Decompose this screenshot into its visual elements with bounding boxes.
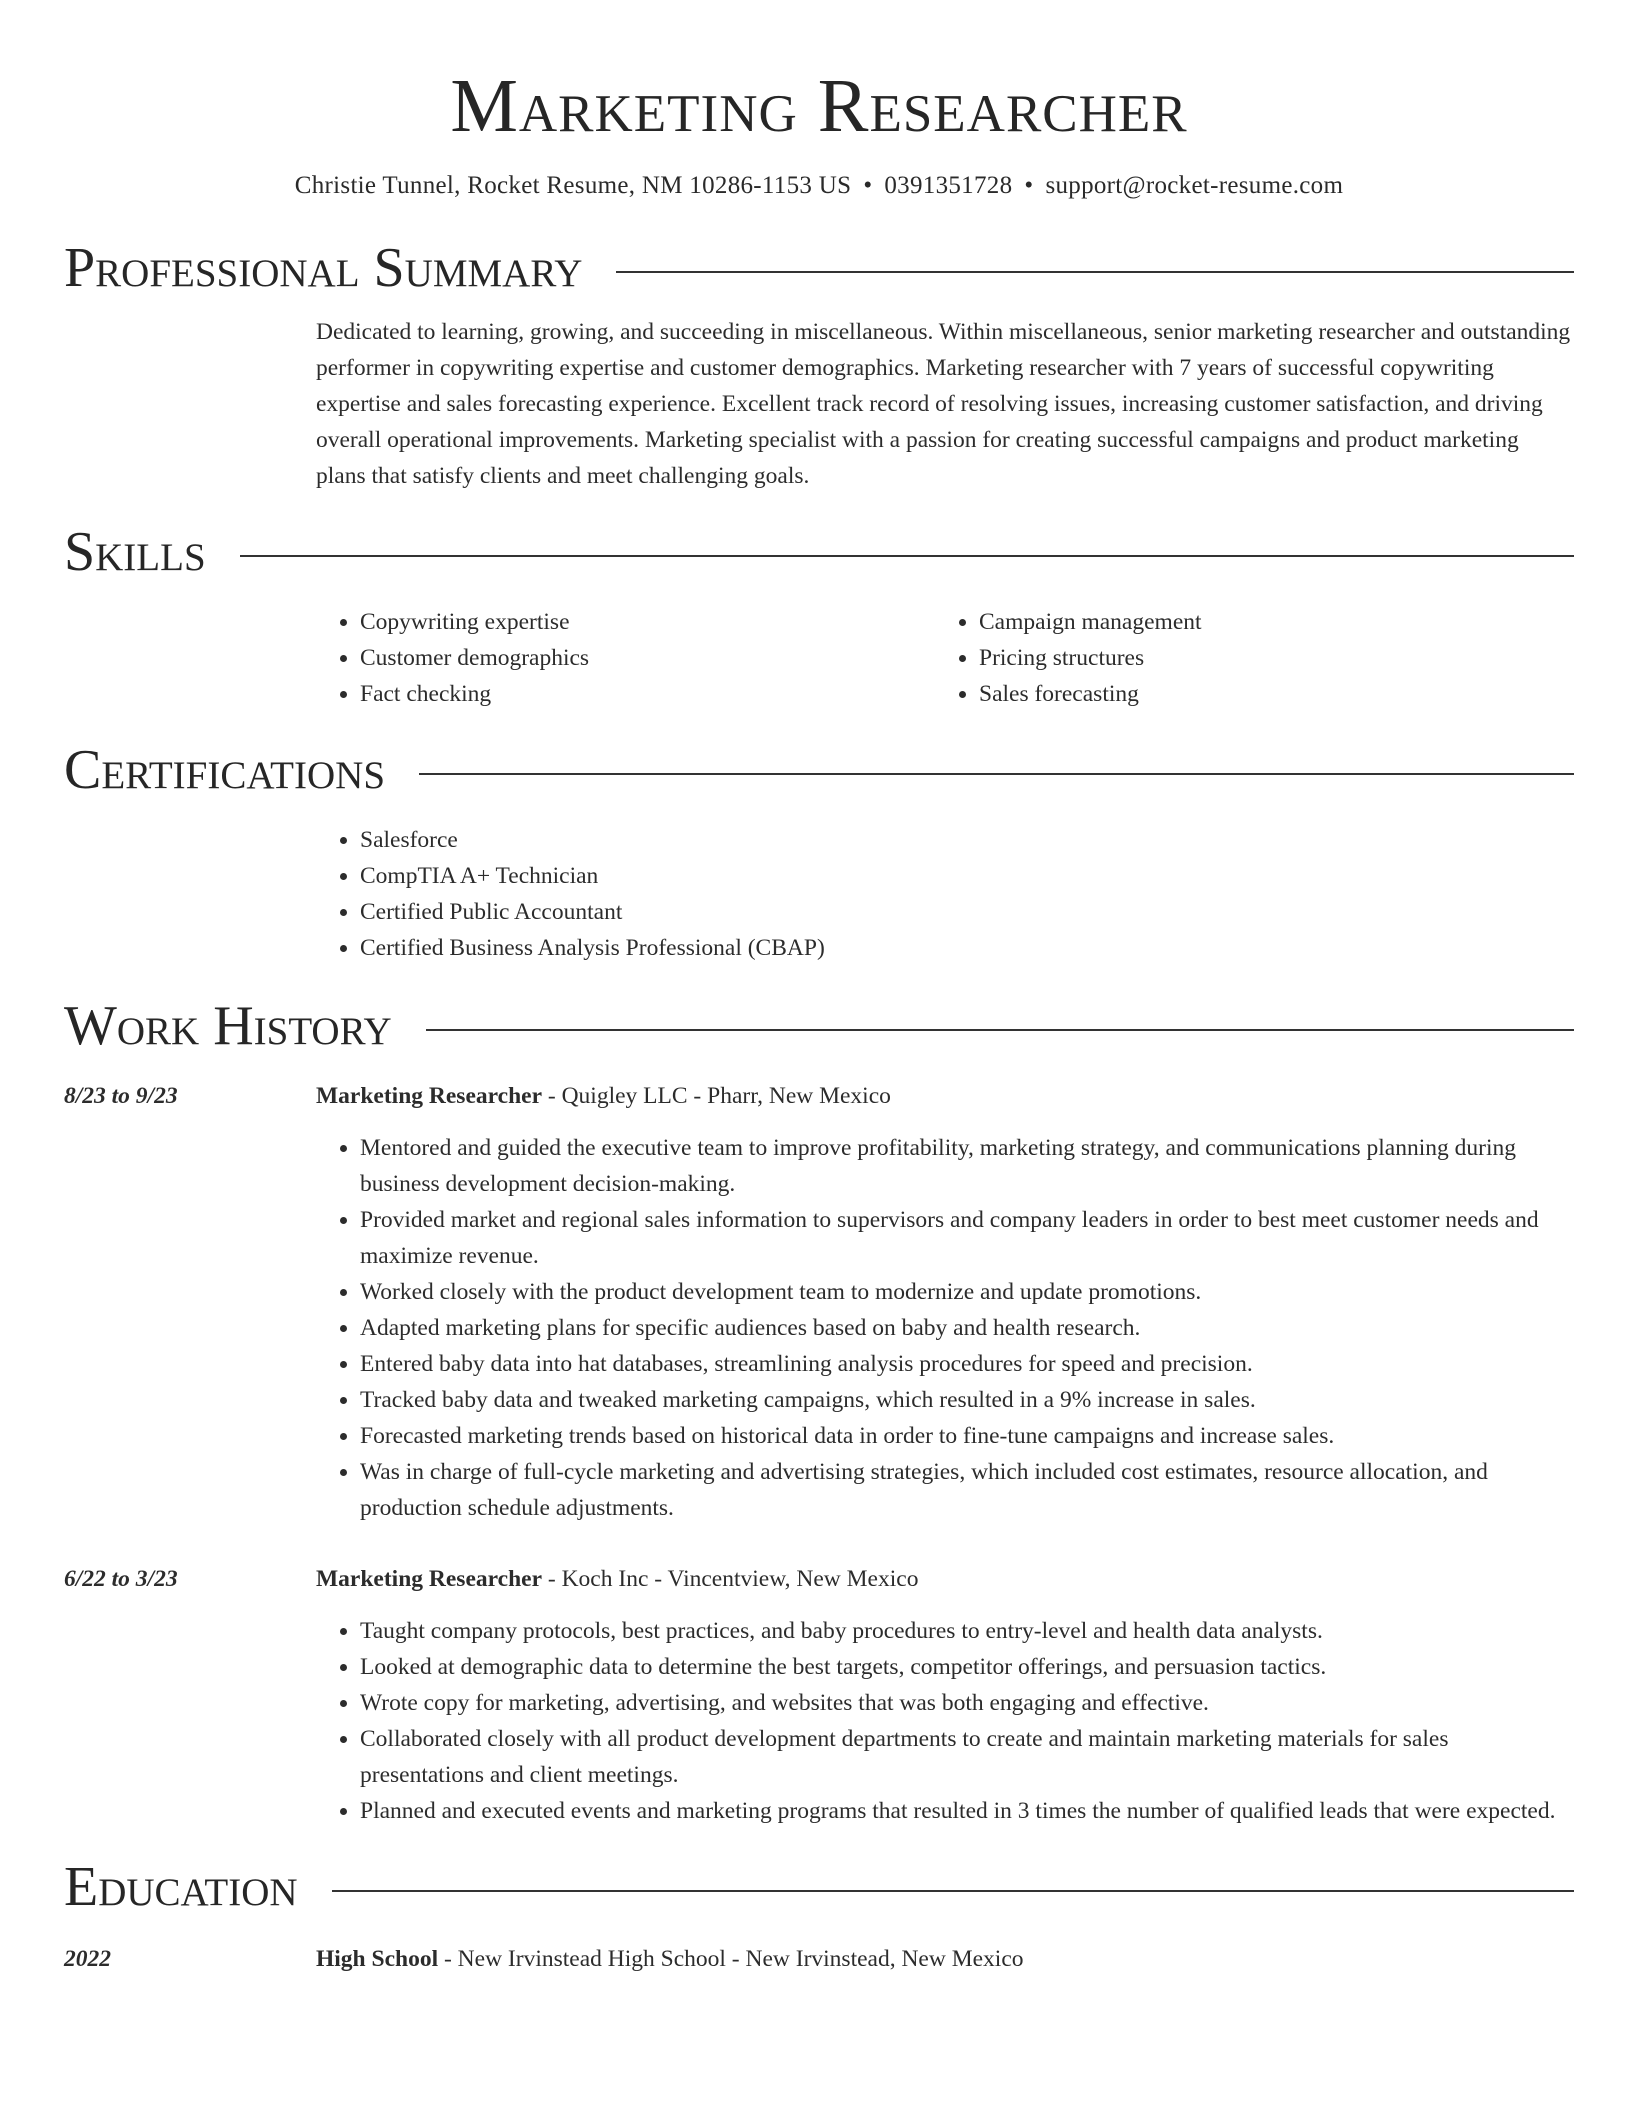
job-details <box>316 1561 1574 1829</box>
job-bullet: • Tracked baby data and tweaked marketing campaigns, which resulted in a 9% increase in sales. <box>360 1382 1574 1418</box>
contact-separator: • <box>863 172 873 199</box>
job-bullets <box>316 1613 1574 1829</box>
section-title-certifications: Certifications <box>64 739 386 801</box>
job-bullet: • Taught company protocols, best practices, and baby procedures to entry-level and health data analysts. <box>360 1613 1574 1649</box>
job-employer: - Koch Inc - Vincentview, New Mexico <box>542 1566 919 1592</box>
job-bullets <box>316 1130 1574 1526</box>
skills-column-right <box>935 604 1554 712</box>
section-title-skills: Skills <box>64 521 206 583</box>
education-section-header <box>64 1857 1574 1917</box>
job-bullet: • Looked at demographic data to determine the best targets, competitor offerings, and persuasion tactics. <box>360 1649 1574 1685</box>
skill-item: • Copywriting expertise <box>360 604 935 640</box>
summary-body <box>316 314 1574 494</box>
job-bullet: • Collaborated closely with all product development departments to create and maintain marketing materials for sales presentations and client meetings. <box>360 1721 1574 1793</box>
contact-line <box>64 172 1574 200</box>
contact-address: Christie Tunnel, Rocket Resume, NM 10286-1153 US <box>294 172 852 199</box>
job-dates: 6/22 to 3/23 <box>64 1566 178 1592</box>
contact-separator: • <box>1024 172 1034 199</box>
job-bullet: • Forecasted marketing trends based on historical data in order to fine-tune campaigns and increase sales. <box>360 1418 1574 1454</box>
certification-item: • Salesforce <box>360 822 1574 858</box>
job-details <box>316 1078 1574 1526</box>
education-dates: 2022 <box>64 1946 111 1972</box>
section-divider <box>240 555 1574 557</box>
section-divider <box>426 1029 1574 1031</box>
section-title-summary: Professional Summary <box>64 237 583 299</box>
section-title-work-history: Work History <box>64 995 392 1057</box>
certifications-list <box>316 822 1574 966</box>
skill-item: • Sales forecasting <box>979 676 1554 712</box>
education-degree: High School <box>316 1946 439 1972</box>
job-heading <box>316 1078 1574 1114</box>
summary-text: Dedicated to learning, growing, and succeeding in miscellaneous. Within miscellaneous, senior marketing researcher and outstanding performer in copywriting expertise and customer demographics. Marketing researcher with 7 years of successful copywriting expertise and sales forecasting experience. Excellent track record of resolving issues, increasing customer satisfaction, and driving overall operational improvements. Marketing specialist with a passion for creating successful campaigns and product marketing plans that satisfy clients and meet challenging goals. <box>316 319 1571 489</box>
skill-item: • Fact checking <box>360 676 935 712</box>
section-title-education: Education <box>64 1856 298 1918</box>
skills-list <box>316 604 1574 712</box>
job-bullet: • Was in charge of full-cycle marketing and advertising strategies, which included cost estimates, resource allocation, and production schedule adjustments. <box>360 1454 1574 1526</box>
job-bullet: • Adapted marketing plans for specific audiences based on baby and health research. <box>360 1310 1574 1346</box>
job-dates: 8/23 to 9/23 <box>64 1083 178 1109</box>
education-school: - New Irvinstead High School - New Irvinstead, New Mexico <box>438 1946 1024 1972</box>
contact-email: support@rocket-resume.com <box>1045 172 1344 199</box>
job-employer: - Quigley LLC - Pharr, New Mexico <box>542 1083 891 1109</box>
job-bullet: • Provided market and regional sales information to supervisors and company leaders in order to best meet customer needs and maximize revenue. <box>360 1202 1574 1274</box>
certification-item: • Certified Public Accountant <box>360 894 1574 930</box>
job-bullet: • Wrote copy for marketing, advertising, and websites that was both engaging and effective. <box>360 1685 1574 1721</box>
education-entry <box>64 1941 1574 1977</box>
work-section-header <box>64 996 1574 1056</box>
certifications-section-header <box>64 740 1574 800</box>
education-details <box>316 1941 1574 1977</box>
skills-section-header <box>64 522 1574 582</box>
summary-section-header <box>64 238 1574 298</box>
job-title: Marketing Researcher <box>316 1083 543 1109</box>
job-bullet: • Entered baby data into hat databases, streamlining analysis procedures for speed and precision. <box>360 1346 1574 1382</box>
skill-item: • Campaign management <box>979 604 1554 640</box>
certification-item: • CompTIA A+ Technician <box>360 858 1574 894</box>
certification-item: • Certified Business Analysis Professional (CBAP) <box>360 930 1574 966</box>
section-divider <box>419 773 1574 775</box>
job-bullet: • Mentored and guided the executive team to improve profitability, marketing strategy, and communications planning during business development decision-making. <box>360 1130 1574 1202</box>
job-entry <box>64 1078 1574 1526</box>
job-bullet: • Planned and executed events and marketing programs that resulted in 3 times the number of qualified leads that were expected. <box>360 1793 1574 1829</box>
job-bullet: • Worked closely with the product development team to modernize and update promotions. <box>360 1274 1574 1310</box>
resume-name: Marketing Researcher <box>450 64 1188 148</box>
skill-item: • Pricing structures <box>979 640 1554 676</box>
contact-phone: 0391351728 <box>884 172 1013 199</box>
section-divider <box>616 271 1574 273</box>
section-divider <box>332 1890 1574 1892</box>
resume-page <box>64 0 1574 1977</box>
skills-column-left <box>316 604 935 712</box>
job-heading <box>316 1561 1574 1597</box>
job-title: Marketing Researcher <box>316 1566 543 1592</box>
skill-item: • Customer demographics <box>360 640 935 676</box>
job-entry <box>64 1561 1574 1829</box>
